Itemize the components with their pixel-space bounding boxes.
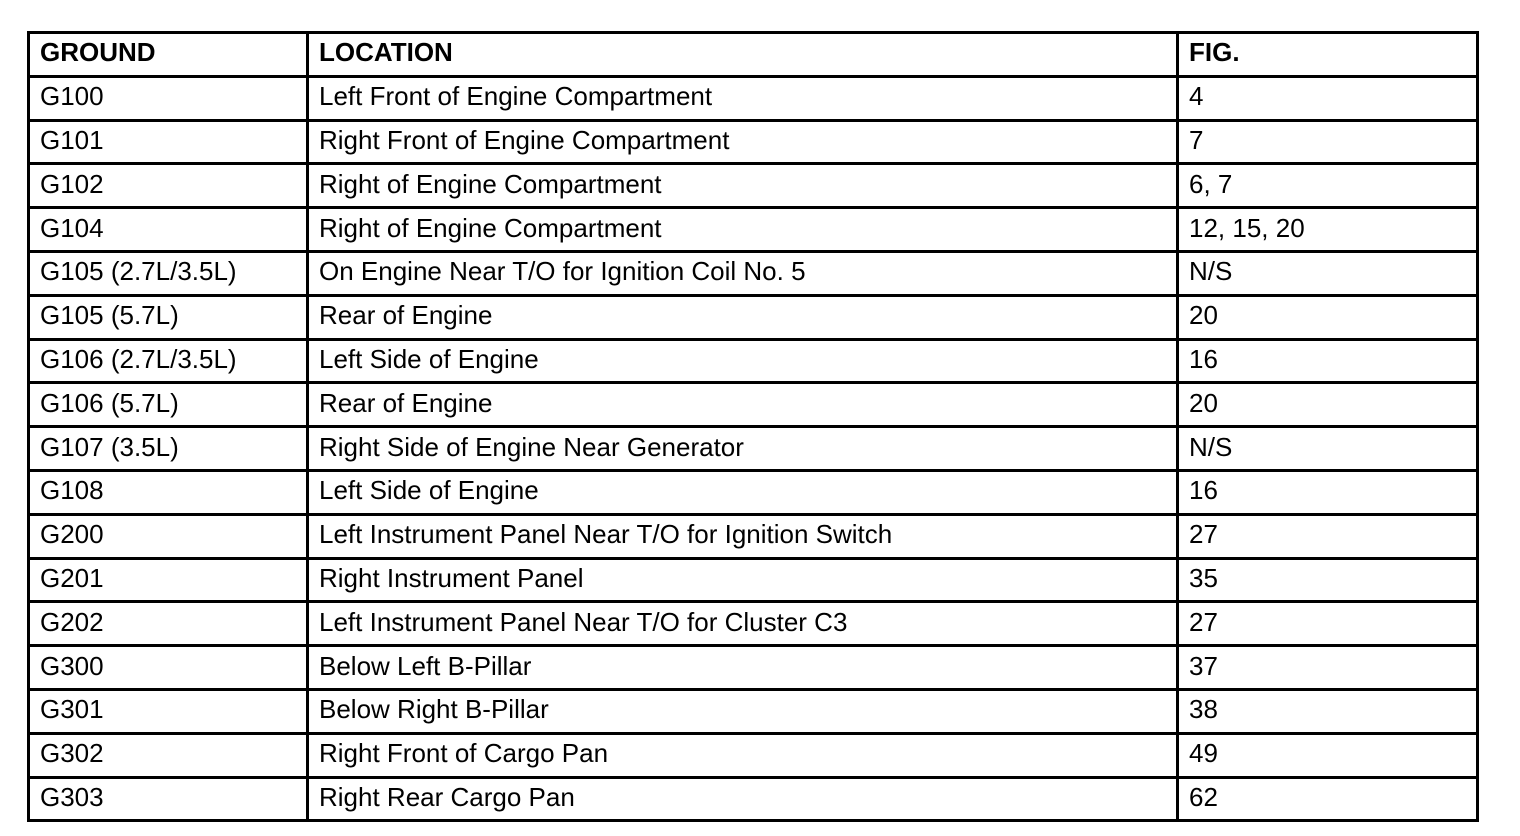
location-cell: Right of Engine Compartment [308, 164, 1178, 208]
table-row [29, 251, 1478, 295]
ground-cell: G105 (5.7L) [29, 295, 308, 339]
table-row [29, 558, 1478, 602]
location-cell: Left Side of Engine [308, 339, 1178, 383]
fig-cell: N/S [1178, 427, 1478, 471]
fig-cell: 7 [1178, 120, 1478, 164]
ground-cell: G106 (5.7L) [29, 383, 308, 427]
table-row [29, 295, 1478, 339]
fig-cell: 38 [1178, 689, 1478, 733]
ground-cell: G201 [29, 558, 308, 602]
table-row [29, 208, 1478, 252]
ground-cell: G106 (2.7L/3.5L) [29, 339, 308, 383]
ground-column-header: GROUND [29, 33, 308, 77]
table-row [29, 733, 1478, 777]
location-cell: Right Front of Cargo Pan [308, 733, 1178, 777]
ground-cell: G300 [29, 646, 308, 690]
table-row [29, 120, 1478, 164]
fig-cell: 12, 15, 20 [1178, 208, 1478, 252]
fig-cell: 49 [1178, 733, 1478, 777]
ground-cell: G101 [29, 120, 308, 164]
fig-cell: 6, 7 [1178, 164, 1478, 208]
fig-cell: 20 [1178, 295, 1478, 339]
fig-cell: 27 [1178, 602, 1478, 646]
ground-cell: G100 [29, 76, 308, 120]
location-cell: Rear of Engine [308, 383, 1178, 427]
table-row [29, 427, 1478, 471]
fig-column-header: FIG. [1178, 33, 1478, 77]
table-row [29, 164, 1478, 208]
location-cell: Below Left B-Pillar [308, 646, 1178, 690]
table-row [29, 689, 1478, 733]
ground-cell: G107 (3.5L) [29, 427, 308, 471]
table-row [29, 646, 1478, 690]
location-cell: On Engine Near T/O for Ignition Coil No. 5 [308, 251, 1178, 295]
location-cell: Below Right B-Pillar [308, 689, 1178, 733]
location-cell: Right Front of Engine Compartment [308, 120, 1178, 164]
location-cell: Left Front of Engine Compartment [308, 76, 1178, 120]
table-row [29, 602, 1478, 646]
table-row [29, 470, 1478, 514]
table-row [29, 777, 1478, 821]
ground-cell: G108 [29, 470, 308, 514]
ground-cell: G104 [29, 208, 308, 252]
ground-cell: G303 [29, 777, 308, 821]
location-cell: Left Instrument Panel Near T/O for Cluster C3 [308, 602, 1178, 646]
fig-cell: 16 [1178, 470, 1478, 514]
location-cell: Left Side of Engine [308, 470, 1178, 514]
ground-cell: G301 [29, 689, 308, 733]
location-cell: Rear of Engine [308, 295, 1178, 339]
location-cell: Right Rear Cargo Pan [308, 777, 1178, 821]
fig-cell: 20 [1178, 383, 1478, 427]
fig-cell: 62 [1178, 777, 1478, 821]
ground-cell: G102 [29, 164, 308, 208]
fig-cell: N/S [1178, 251, 1478, 295]
ground-cell: G105 (2.7L/3.5L) [29, 251, 308, 295]
fig-cell: 35 [1178, 558, 1478, 602]
table-body [29, 76, 1478, 821]
location-column-header: LOCATION [308, 33, 1178, 77]
fig-cell: 37 [1178, 646, 1478, 690]
ground-cell: G202 [29, 602, 308, 646]
ground-cell: G200 [29, 514, 308, 558]
location-cell: Right of Engine Compartment [308, 208, 1178, 252]
fig-cell: 16 [1178, 339, 1478, 383]
ground-cell: G302 [29, 733, 308, 777]
header-row [29, 33, 1478, 77]
table-row [29, 76, 1478, 120]
table-row [29, 383, 1478, 427]
table-row [29, 339, 1478, 383]
fig-cell: 4 [1178, 76, 1478, 120]
location-cell: Right Instrument Panel [308, 558, 1178, 602]
location-cell: Right Side of Engine Near Generator [308, 427, 1178, 471]
ground-locations-table [27, 31, 1479, 822]
table-row [29, 514, 1478, 558]
location-cell: Left Instrument Panel Near T/O for Ignition Switch [308, 514, 1178, 558]
fig-cell: 27 [1178, 514, 1478, 558]
